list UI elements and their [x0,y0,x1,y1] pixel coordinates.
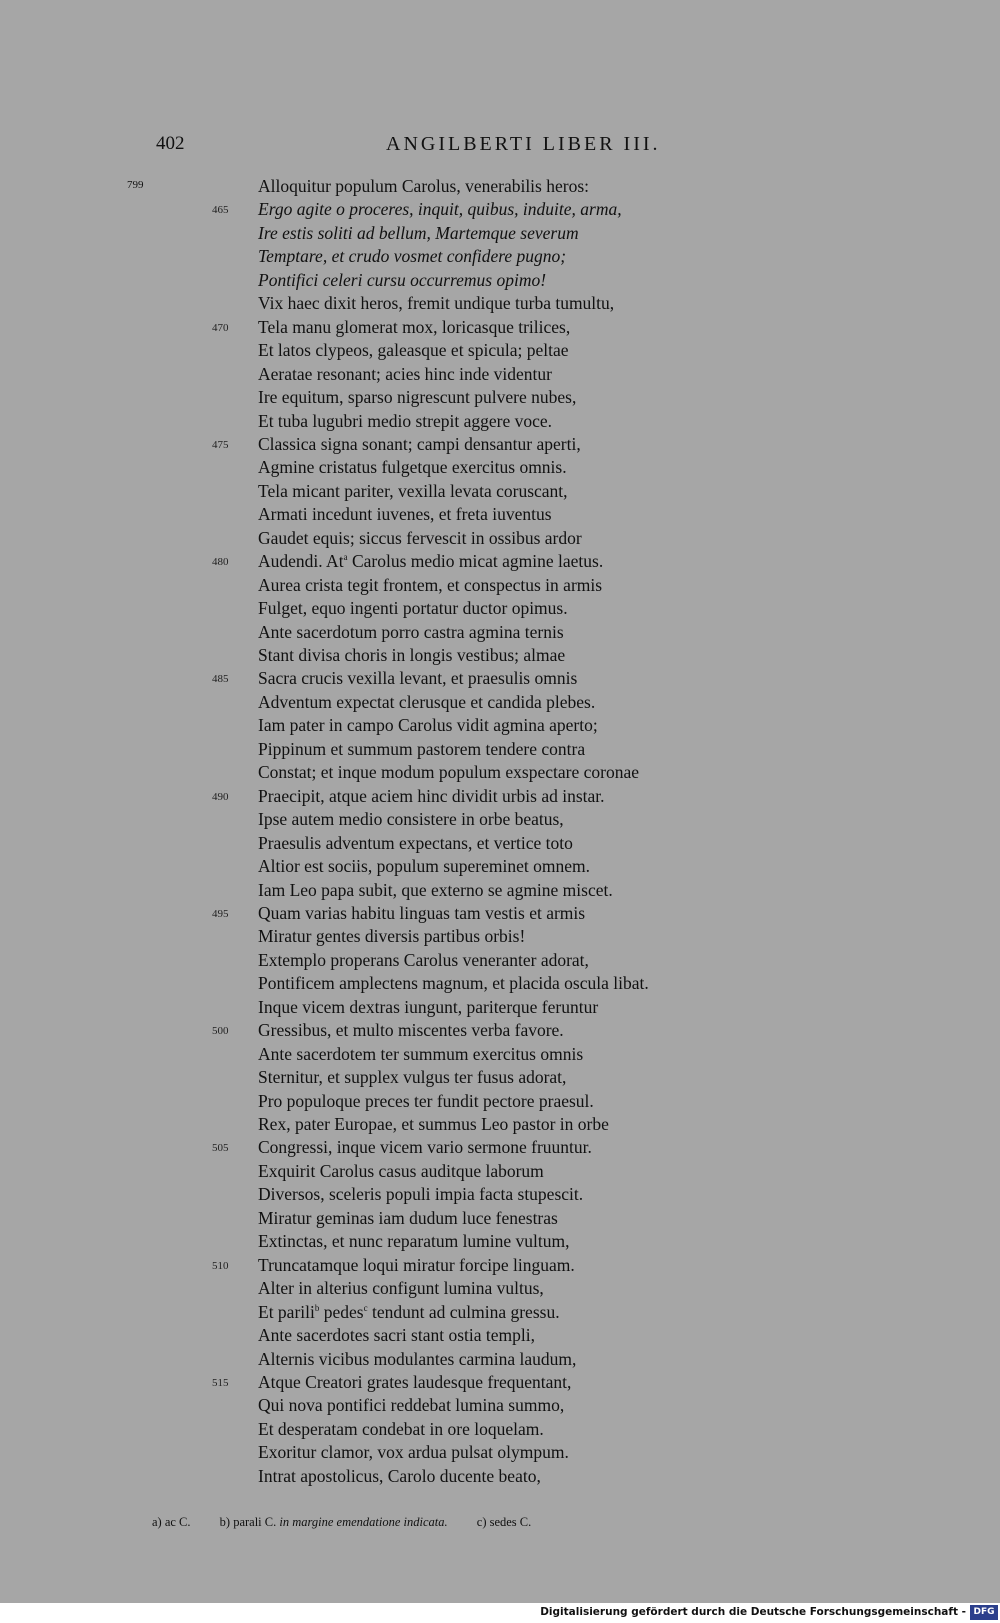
verse-line [0,997,1000,1021]
verse-text [258,950,589,971]
verse-fragment: Pro populoque preces ter fundit pectore praesul. [258,1090,594,1111]
verse-line [0,1395,1000,1419]
verse-text [258,504,552,525]
footnote-b [220,1515,448,1530]
verse-line [0,598,1000,622]
verse-fragment: Ire estis soliti ad bellum, Martemque severum [258,222,579,243]
verse-text [258,903,585,924]
verse-line [0,1137,1000,1161]
line-number: 485 [212,673,229,686]
verse-fragment: Fulget, equo ingenti portatur ductor opimus. [258,598,568,619]
verse-text [258,199,622,220]
verse-fragment: Praecipit, atque aciem hinc dividit urbis ad instar. [258,785,605,806]
page-header [0,133,1000,163]
verse-line [0,645,1000,669]
verse-fragment: Pontifici celeri cursu occurremus opimo! [258,269,547,290]
verse-fragment: Vix haec dixit heros, fremit undique turba tumultu, [258,293,615,314]
verse-line [0,199,1000,223]
verse-line [0,434,1000,458]
verse-text [258,880,613,901]
verse-line [0,1325,1000,1349]
verse-text [258,1184,583,1205]
verse-line [0,457,1000,481]
verse-text [258,1395,564,1416]
verse-fragment: Ante sacerdotum porro castra agmina ternis [258,621,564,642]
verse-fragment: Diversos, sceleris populi impia facta stupescit. [258,1184,584,1205]
verse-text [258,1114,609,1135]
verse-text [258,1325,535,1346]
verse-line [0,1349,1000,1373]
verse-line [0,246,1000,270]
footnote-marker: c [363,1302,368,1313]
verse-text [258,1231,570,1252]
verse-fragment: Extinctas, et nunc reparatum lumine vultum, [258,1231,570,1252]
verse-line [0,903,1000,927]
verse-line [0,622,1000,646]
verse-text [258,762,639,783]
verse-text [258,856,590,877]
verse-text [258,715,598,736]
verse-text [258,973,649,994]
verse-fragment: Armati incedunt iuvenes, et freta iuventus [258,504,552,525]
verse-line [0,176,1000,200]
verse-line [0,1161,1000,1185]
verse-fragment: Tela manu glomerat mox, loricasque trilices, [258,316,571,337]
verse-text [258,1161,544,1182]
verse-line [0,270,1000,294]
verse-text [258,434,581,455]
verse-text [258,528,582,549]
verse-fragment: Constat; et inque modum populum exspectare coronae [258,762,640,783]
verse-line [0,411,1000,435]
verse-fragment: Extemplo properans Carolus veneranter adorat, [258,949,589,970]
footnote-marker: a [343,552,348,563]
line-number: 505 [212,1142,229,1155]
verse-line [0,950,1000,974]
verse-line [0,551,1000,575]
verse-fragment: Et tuba lugubri medio strepit aggere voce. [258,410,553,431]
verse-text [258,223,579,244]
verse-line [0,1184,1000,1208]
line-number: 510 [212,1259,229,1272]
verse-fragment: Ergo agite o proceres, inquit, quibus, induite, arma, [258,199,622,220]
verse-line [0,223,1000,247]
verse-text [258,364,552,385]
verse-text [258,575,602,596]
verse-line [0,973,1000,997]
verse-fragment: Agmine cristatus fulgetque exercitus omnis. [258,457,567,478]
verse-text [258,926,525,947]
line-number: 465 [212,204,229,217]
verse-text [258,1044,583,1065]
verse-fragment: Tela micant pariter, vexilla levata coruscant, [258,480,568,501]
verse-text [258,1091,594,1112]
verse-fragment: Pontificem amplectens magnum, et placida oscula libat. [258,973,649,994]
verse-text [258,481,568,502]
verse-text [258,387,576,408]
verse-fragment: Miratur gentes diversis partibus orbis! [258,926,526,947]
verse-line [0,1067,1000,1091]
page-number: 402 [156,133,185,154]
footnote-b-lead: b) parali C. [219,1515,277,1529]
verse-line [0,575,1000,599]
verse-text [258,1020,564,1041]
verse-fragment: Atque Creatori grates laudesque frequentant, [258,1371,572,1392]
verse-line [0,833,1000,857]
verse-text [258,1137,592,1158]
verse-line [0,1278,1000,1302]
verse-text [258,1372,571,1393]
verse-fragment: Iam Leo papa subit, que externo se agmine miscet. [258,879,613,900]
verse-fragment: Praesulis adventum expectans, et vertice toto [258,832,573,853]
running-title: ANGILBERTI LIBER III. [386,133,661,155]
line-number: 515 [212,1376,229,1389]
verse-line [0,1231,1000,1255]
verse-fragment: Alter in alterius configunt lumina vultus, [258,1278,544,1299]
verse-fragment: Alloquitur populum Carolus, venerabilis heros: [258,176,589,196]
verse-line [0,880,1000,904]
verse-text [258,997,598,1018]
line-number: 475 [212,438,229,451]
verse-line [0,1419,1000,1443]
verse-fragment: Gaudet equis; siccus fervescit in ossibus ardor [258,527,582,548]
verse-fragment: Alternis vicibus modulantes carmina laudum, [258,1348,577,1369]
verse-text [258,246,566,267]
verse-line [0,1372,1000,1396]
verse-line [0,504,1000,528]
verse-text [258,270,546,291]
verse-text [258,1302,560,1323]
verse-fragment: Quam varias habitu linguas tam vestis et armis [258,902,586,923]
verse-fragment: Carolus medio micat agmine laetus. [347,551,604,572]
verse-line [0,364,1000,388]
verse-text [258,340,569,361]
line-number: 470 [212,321,229,334]
footnote-marker: b [314,1302,320,1313]
verse-line [0,1091,1000,1115]
verse-fragment: Rex, pater Europae, et summus Leo pastor in orbe [258,1114,609,1134]
verse-text [258,598,568,619]
verse-line [0,387,1000,411]
verse-fragment: Sacra crucis vexilla levant, et praesulis omnis [258,668,578,689]
verse-text [258,809,564,830]
digitization-bar [0,1603,1000,1623]
verse-fragment: Et parili [258,1301,315,1322]
verse-text [258,551,603,572]
verse-fragment: pedes [319,1301,364,1322]
verse-line [0,1208,1000,1232]
verse-text [258,692,595,713]
verse-fragment: Temptare, et crudo vosmet confidere pugno; [258,246,567,267]
verse-fragment: Classica signa sonant; campi densantur aperti, [258,433,581,454]
footnote-c: c) sedes C. [476,1515,532,1529]
verse-line [0,856,1000,880]
verse-text [258,1278,544,1299]
verse-fragment: Et desperatam condebat in ore loquelam. [258,1418,544,1439]
verse-line [0,1466,1000,1490]
verse-line [0,317,1000,341]
verse-text [258,1208,558,1229]
verse-text [258,739,585,760]
verse-fragment: Ante sacerdotem ter summum exercitus omnis [258,1043,584,1064]
verse-line [0,1255,1000,1279]
footnotes [152,1515,557,1530]
verse-line [0,1020,1000,1044]
verse-fragment: Adventum expectat clerusque et candida plebes. [258,691,596,712]
verse-line [0,786,1000,810]
verse-fragment: Truncatamque loqui miratur forcipe linguam. [258,1254,575,1275]
verse-fragment: Stant divisa choris in longis vestibus; almae [258,645,566,665]
verse-fragment: Gressibus, et multo miscentes verba favore. [258,1020,564,1041]
verse-fragment: tendunt ad culmina gressu. [367,1301,560,1322]
line-number: 480 [212,556,229,569]
verse-text [258,317,570,338]
verse-line [0,481,1000,505]
verse-fragment: Audendi. At [258,551,344,572]
verse-fragment: Iam pater in campo Carolus vidit agmina aperto; [258,715,598,736]
verse-line [0,809,1000,833]
verse-fragment: Altior est sociis, populum supereminet omnem. [258,856,590,877]
verse-text [258,786,605,807]
verse-text [258,176,589,197]
verse-line [0,340,1000,364]
dfg-logo-icon: DFG [970,1605,998,1620]
verse-line [0,293,1000,317]
verse-line [0,715,1000,739]
verse-line [0,528,1000,552]
verse-fragment: Qui nova pontifici reddebat lumina summo, [258,1395,565,1416]
verse-fragment: Intrat apostolicus, Carolo ducente beato, [258,1465,541,1486]
line-number: 495 [212,907,229,920]
verse-text [258,1255,575,1276]
verse-fragment: Aurea crista tegit frontem, et conspectus in armis [258,574,603,595]
verse-fragment: Sternitur, et supplex vulgus ter fusus adorat, [258,1067,567,1088]
line-number: 490 [212,790,229,803]
verse-text [258,1067,566,1088]
verse-text [258,411,552,432]
verse-fragment: Congressi, inque vicem vario sermone fruuntur. [258,1137,592,1158]
verse-line [0,1442,1000,1466]
verse-fragment: Pippinum et summum pastorem tendere contra [258,738,586,759]
verse-text [258,1442,569,1463]
verse-line [0,926,1000,950]
verse-fragment: Ante sacerdotes sacri stant ostia templi, [258,1325,536,1346]
footnote-b-note: in margine emendatione indicata. [279,1515,448,1529]
line-number: 500 [212,1025,229,1038]
verse-text [258,622,564,643]
verse-line [0,692,1000,716]
verse-fragment: Exquirit Carolus casus auditque laborum [258,1160,544,1181]
verse-line [0,1114,1000,1138]
verse-fragment: Et latos clypeos, galeasque et spicula; peltae [258,340,569,361]
verse-text [258,1349,576,1370]
verse-fragment: Ire equitum, sparso nigrescunt pulvere nubes, [258,387,577,408]
verse-line [0,762,1000,786]
verse-fragment: Ipse autem medio consistere in orbe beatus, [258,809,564,830]
year-marker: 799 [127,179,144,191]
verse-fragment: Aeratae resonant; acies hinc inde videntur [258,363,552,384]
verse-line [0,1302,1000,1326]
verse-text [258,293,614,314]
verse-line [0,668,1000,692]
verse-fragment: Miratur geminas iam dudum luce fenestras [258,1207,558,1228]
funding-credit: Digitalisierung gefördert durch die Deutsche Forschungsgemeinschaft - [540,1606,966,1618]
verse-line [0,739,1000,763]
verse-text [258,1466,541,1487]
verse-text [258,645,565,666]
verse-line [0,1044,1000,1068]
verse-fragment: Inque vicem dextras iungunt, pariterque feruntur [258,996,599,1017]
verse-text [258,457,567,478]
verse-text [258,668,577,689]
verse-fragment: Exoritur clamor, vox ardua pulsat olympum. [258,1442,569,1463]
verse-text [258,1419,544,1440]
footnote-a: a) ac C. [152,1515,191,1529]
verse-text [258,833,573,854]
